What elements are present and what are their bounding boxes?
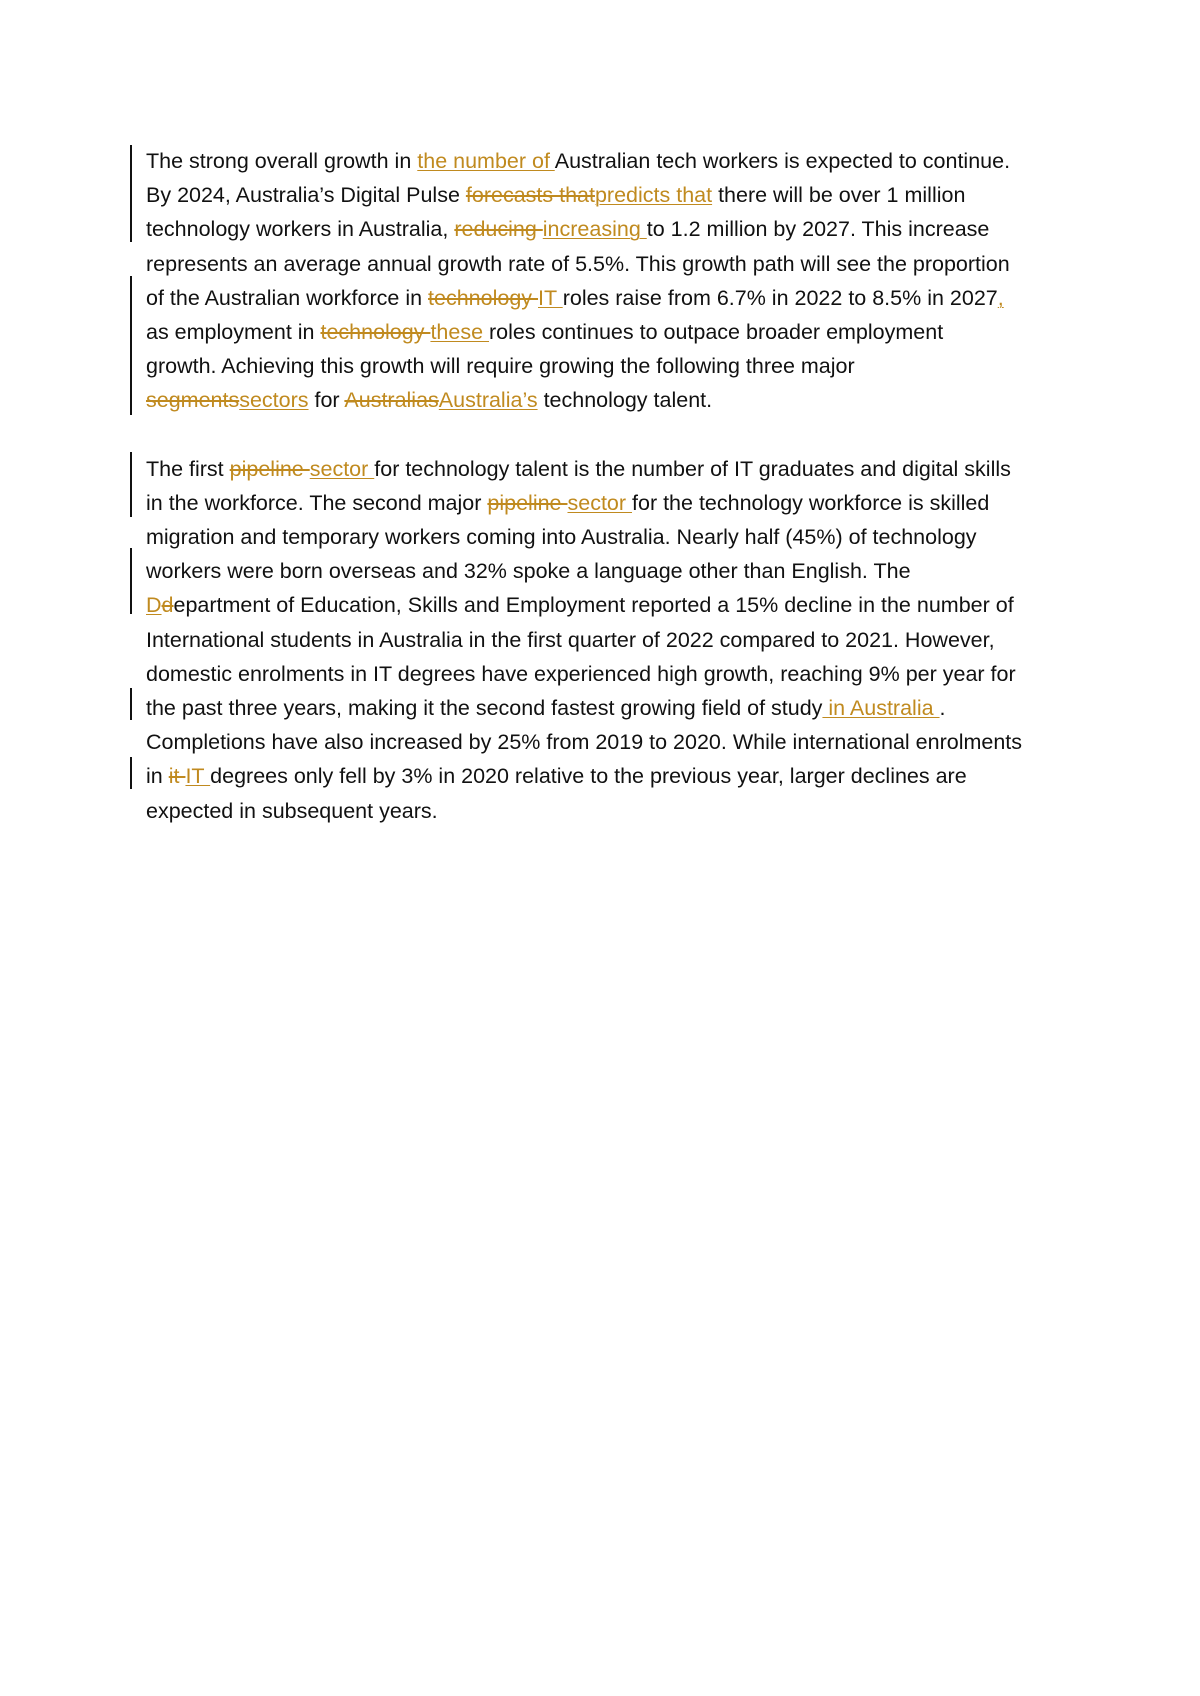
text-line <box>146 623 1071 657</box>
text-run: technology talent. <box>537 388 713 413</box>
text-run: there will be over 1 million <box>712 183 966 208</box>
text-run: roles continues to outpace broader employment <box>489 320 944 345</box>
text-line <box>146 794 1071 828</box>
text-run: degrees only fell by 3% in 2020 relative to the previous year, larger declines are <box>210 764 967 789</box>
text-run: in <box>146 764 169 789</box>
text-run: growth. Achieving this growth will require growing the following three major <box>146 354 855 379</box>
text-line <box>146 452 1071 486</box>
text-run: the past three years, making it the second fastest growing field of study <box>146 696 823 721</box>
text-run: for technology talent is the number of IT graduates and digital skills <box>374 456 1011 481</box>
text-run: for <box>308 388 345 413</box>
text-line <box>146 691 1071 725</box>
text-run: migration and temporary workers coming into Australia. Nearly half (45%) of technology <box>146 525 977 550</box>
text-line <box>146 657 1071 691</box>
text-run: represents an average annual growth rate of 5.5%. This growth path will see the proportion <box>146 251 1010 276</box>
deleted-text: segments <box>146 388 240 413</box>
text-line <box>146 383 1071 417</box>
text-line <box>146 247 1071 281</box>
deleted-text: technology <box>428 285 538 310</box>
text-line <box>146 178 1071 212</box>
inserted-text: sector <box>567 490 633 515</box>
deleted-text: pipeline <box>229 456 310 481</box>
paragraph <box>146 144 1071 418</box>
text-run: domestic enrolments in IT degrees have experienced high growth, reaching 9% per year for <box>146 661 1016 686</box>
inserted-text: these <box>430 320 490 345</box>
inserted-text: IT <box>185 764 211 789</box>
text-run: for the technology workforce is skilled <box>632 490 990 515</box>
change-bar <box>130 548 132 614</box>
text-line <box>146 349 1071 383</box>
change-bar <box>130 276 132 415</box>
text-run: as employment in <box>146 320 321 345</box>
inserted-text: IT <box>538 285 563 310</box>
text-line <box>146 725 1071 759</box>
text-run: epartment of Education, Skills and Employment reported a 15% decline in the number of <box>173 593 1014 618</box>
text-line <box>146 554 1071 588</box>
text-run: Australian tech workers is expected to continue. <box>554 149 1011 173</box>
change-bar <box>130 688 132 720</box>
inserted-text: predicts that <box>594 183 713 208</box>
change-bar <box>130 145 132 242</box>
text-run: International students in Australia in the first quarter of 2022 compared to 2021. However, <box>146 627 995 652</box>
change-bar <box>130 452 132 517</box>
inserted-text: D <box>146 593 162 618</box>
inserted-text: the number of <box>417 149 555 173</box>
text-line <box>146 588 1071 622</box>
text-line <box>146 486 1071 520</box>
text-line <box>146 144 1071 178</box>
text-run: By 2024, Australia’s Digital Pulse <box>146 183 466 208</box>
text-line <box>146 212 1071 246</box>
deleted-text: forecasts that <box>465 183 595 208</box>
inserted-text: sectors <box>239 388 309 413</box>
inserted-text: increasing <box>542 217 647 242</box>
text-line <box>146 520 1071 554</box>
paragraph <box>146 452 1071 828</box>
text-run: roles raise from 6.7% in 2022 to 8.5% in 2027 <box>562 285 998 310</box>
document-body[interactable] <box>146 144 1071 862</box>
inserted-text: , <box>997 285 1004 310</box>
inserted-text: sector <box>309 456 375 481</box>
text-line <box>146 281 1071 315</box>
text-run: The first <box>146 456 230 481</box>
text-run: technology workers in Australia, <box>146 217 455 242</box>
inserted-text: Australia’s <box>438 388 538 413</box>
text-run: Completions have also increased by 25% from 2019 to 2020. While international enrolments <box>146 730 1023 755</box>
text-line <box>146 759 1071 793</box>
deleted-text: reducing <box>454 217 543 242</box>
text-run: of the Australian workforce in <box>146 285 429 310</box>
deleted-text: Australias <box>344 388 439 413</box>
text-line <box>146 315 1071 349</box>
text-run: workers were born overseas and 32% spoke a language other than English. The <box>146 559 911 584</box>
inserted-text: in Australia <box>822 696 940 721</box>
change-bar <box>130 757 132 789</box>
text-run: The strong overall growth in <box>146 149 418 173</box>
deleted-text: pipeline <box>487 490 568 515</box>
text-run: . <box>939 696 946 721</box>
deleted-text: technology <box>320 320 431 345</box>
text-run: expected in subsequent years. <box>146 798 438 823</box>
deleted-text: it <box>168 764 186 789</box>
text-run: in the workforce. The second major <box>146 490 488 515</box>
text-run: to 1.2 million by 2027. This increase <box>646 217 990 242</box>
deleted-text: d <box>161 593 174 618</box>
